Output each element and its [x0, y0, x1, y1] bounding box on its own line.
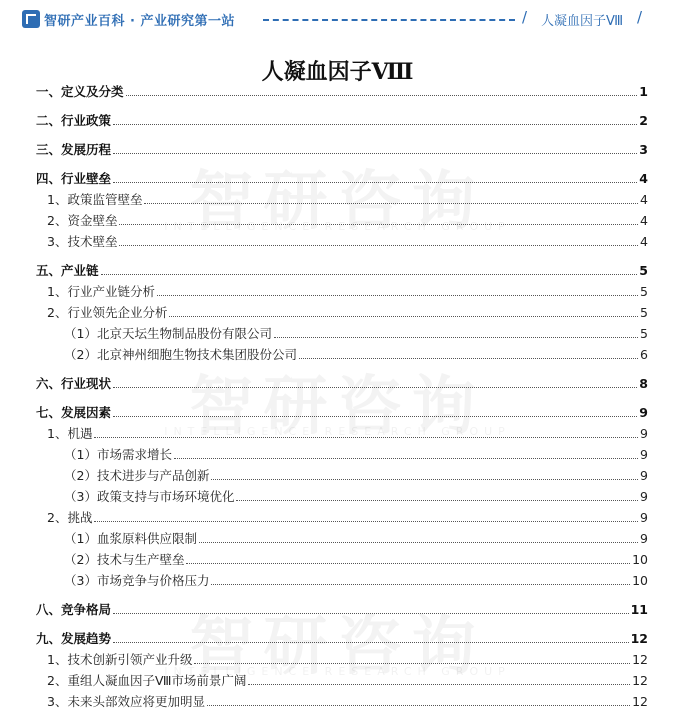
toc-entry-label: （1）血浆原料供应限制 — [64, 531, 197, 546]
toc-dot-leader — [211, 479, 638, 480]
toc-entry-label: 六、行业现状 — [36, 376, 112, 391]
toc-subsection-entry[interactable] — [36, 442, 648, 463]
header-dashed-divider — [263, 19, 515, 21]
toc-dot-leader — [207, 705, 630, 706]
toc-page-number: 10 — [632, 552, 648, 567]
toc-page-number: 3 — [639, 142, 648, 157]
toc-subsection-entry[interactable] — [36, 321, 648, 342]
toc-page-number: 9 — [639, 405, 648, 420]
toc-page-number: 1 — [639, 84, 648, 99]
toc-entry-label: 二、行业政策 — [36, 113, 112, 128]
toc-entry-label: 四、行业壁垒 — [36, 171, 112, 186]
toc-dot-leader — [101, 274, 638, 275]
toc-page-number: 9 — [640, 531, 648, 546]
toc-section-entry[interactable] — [36, 300, 648, 321]
toc-entry-label: 八、竞争格局 — [36, 602, 112, 617]
document-title: 人凝血因子Ⅷ — [261, 58, 414, 85]
toc-entry-label: （1）市场需求增长 — [64, 447, 172, 462]
toc-dot-leader — [274, 337, 638, 338]
toc-chapter-entry[interactable] — [36, 108, 648, 129]
watermark-subtext: INTELLIGENCE RESEARCH GROUP — [164, 220, 511, 233]
breadcrumb-separator: / — [522, 8, 528, 26]
brand-logo-icon — [22, 10, 40, 28]
page-header — [0, 0, 675, 40]
toc-entry-label: 2、资金壁垒 — [47, 213, 118, 228]
toc-page-number: 4 — [640, 213, 648, 228]
toc-dot-leader — [126, 95, 638, 96]
toc-chapter-entry[interactable] — [36, 258, 648, 279]
toc-dot-leader — [113, 153, 637, 154]
toc-dot-leader — [169, 316, 638, 317]
toc-chapter-entry[interactable] — [36, 597, 648, 618]
toc-section-entry[interactable] — [36, 229, 648, 250]
watermark-subtext: INTELLIGENCE RESEARCH GROUP — [164, 665, 511, 678]
toc-section-entry[interactable] — [36, 208, 648, 229]
toc-entry-label: 2、行业领先企业分析 — [47, 305, 168, 320]
toc-page-number: 12 — [632, 694, 648, 709]
toc-dot-leader — [119, 245, 638, 246]
toc-chapter-entry[interactable] — [36, 137, 648, 158]
toc-section-entry[interactable] — [36, 505, 648, 526]
toc-entry-label: 2、挑战 — [47, 510, 93, 525]
toc-entry-label: （3）政策支持与市场环境优化 — [64, 489, 235, 504]
toc-dot-leader — [119, 224, 638, 225]
toc-chapter-entry[interactable] — [36, 400, 648, 421]
toc-dot-leader — [186, 563, 630, 564]
toc-section-entry[interactable] — [36, 689, 648, 710]
toc-page-number: 12 — [632, 673, 648, 688]
toc-dot-leader — [144, 203, 638, 204]
toc-subsection-entry[interactable] — [36, 342, 648, 363]
toc-section-entry[interactable] — [36, 668, 648, 689]
toc-entry-label: 一、定义及分类 — [36, 84, 124, 99]
brand-name[interactable]: 智研产业百科 · 产业研究第一站 — [44, 14, 235, 29]
toc-page-number: 4 — [640, 234, 648, 249]
toc-page-number: 9 — [640, 468, 648, 483]
toc-page-number: 11 — [630, 602, 648, 617]
toc-subsection-entry[interactable] — [36, 568, 648, 589]
toc-section-entry[interactable] — [36, 187, 648, 208]
toc-dot-leader — [113, 387, 637, 388]
toc-page-number: 8 — [639, 376, 648, 391]
toc-dot-leader — [199, 542, 638, 543]
toc-subsection-entry[interactable] — [36, 526, 648, 547]
toc-page-number: 5 — [640, 305, 648, 320]
toc-entry-label: 七、发展因素 — [36, 405, 112, 420]
toc-section-entry[interactable] — [36, 279, 648, 300]
toc-page-number: 2 — [639, 113, 648, 128]
toc-page-number: 9 — [640, 426, 648, 441]
toc-entry-label: （2）技术与生产壁垒 — [64, 552, 185, 567]
toc-section-entry[interactable] — [36, 421, 648, 442]
toc-page-number: 9 — [640, 447, 648, 462]
toc-entry-label: 1、机遇 — [47, 426, 93, 441]
toc-entry-label: 3、未来头部效应将更加明显 — [47, 694, 205, 709]
toc-entry-label: 1、行业产业链分析 — [47, 284, 155, 299]
toc-subsection-entry[interactable] — [36, 484, 648, 505]
toc-entry-label: （3）市场竞争与价格压力 — [64, 573, 210, 588]
toc-dot-leader — [248, 684, 630, 685]
toc-entry-label: （2）技术进步与产品创新 — [64, 468, 210, 483]
toc-entry-label: 1、政策监管壁垒 — [47, 192, 143, 207]
toc-dot-leader — [113, 182, 637, 183]
toc-dot-leader — [113, 642, 629, 643]
toc-dot-leader — [211, 584, 630, 585]
toc-entry-label: 1、技术创新引领产业升级 — [47, 652, 193, 667]
toc-subsection-entry[interactable] — [36, 547, 648, 568]
watermark-subtext: INTELLIGENCE RESEARCH GROUP — [164, 425, 511, 438]
toc-page-number: 5 — [639, 263, 648, 278]
toc-page-number: 12 — [632, 652, 648, 667]
toc-dot-leader — [174, 458, 638, 459]
toc-dot-leader — [157, 295, 638, 296]
table-of-contents — [36, 79, 648, 710]
toc-dot-leader — [299, 358, 638, 359]
toc-dot-leader — [113, 124, 637, 125]
toc-entry-label: （2）北京神州细胞生物技术集团股份公司 — [64, 347, 297, 362]
toc-entry-label: 九、发展趋势 — [36, 631, 112, 646]
toc-page-number: 9 — [640, 510, 648, 525]
toc-dot-leader — [94, 437, 638, 438]
toc-page-number: 5 — [640, 284, 648, 299]
toc-dot-leader — [113, 416, 637, 417]
toc-dot-leader — [113, 613, 629, 614]
toc-entry-label: 2、重组人凝血因子Ⅷ市场前景广阔 — [47, 673, 247, 688]
toc-dot-leader — [94, 521, 638, 522]
toc-entry-label: 三、发展历程 — [36, 142, 112, 157]
toc-entry-label: 3、技术壁垒 — [47, 234, 118, 249]
toc-page-number: 4 — [639, 171, 648, 186]
toc-chapter-entry[interactable] — [36, 371, 648, 392]
breadcrumb-separator: / — [637, 8, 643, 26]
toc-chapter-entry[interactable] — [36, 166, 648, 187]
toc-page-number: 4 — [640, 192, 648, 207]
toc-page-number: 9 — [640, 489, 648, 504]
toc-chapter-entry[interactable] — [36, 626, 648, 647]
breadcrumb-current[interactable]: 人凝血因子Ⅷ — [541, 14, 624, 29]
toc-entry-label: （1）北京天坛生物制品股份有限公司 — [64, 326, 272, 341]
toc-entry-label: 五、产业链 — [36, 263, 99, 278]
toc-page-number: 10 — [632, 573, 648, 588]
toc-dot-leader — [236, 500, 638, 501]
toc-dot-leader — [194, 663, 630, 664]
toc-page-number: 12 — [630, 631, 648, 646]
toc-page-number: 5 — [640, 326, 648, 341]
toc-chapter-entry[interactable] — [36, 79, 648, 100]
toc-page-number: 6 — [640, 347, 648, 362]
toc-subsection-entry[interactable] — [36, 463, 648, 484]
toc-section-entry[interactable] — [36, 647, 648, 668]
